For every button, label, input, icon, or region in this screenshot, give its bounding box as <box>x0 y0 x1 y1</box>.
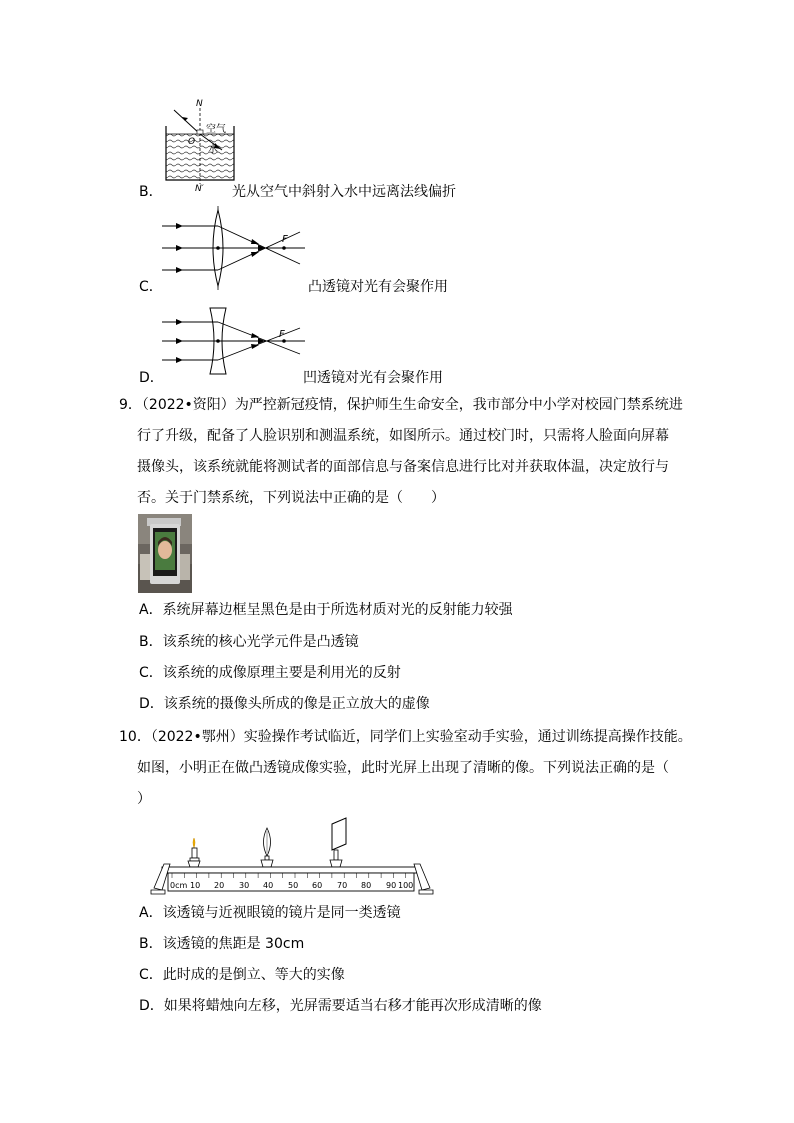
option-b[interactable] <box>139 934 304 954</box>
option-text: 系统屏幕边框呈黑色是由于所选材质对光的反射能力较强 <box>162 602 513 618</box>
refraction-diagram <box>160 96 240 192</box>
option-text: 光从空气中斜射入水中远离法线偏折 <box>232 184 456 200</box>
focus-label: F <box>279 329 285 340</box>
option-text: 该透镜与近视眼镜的镜片是同一类透镜 <box>162 905 401 921</box>
question-number: 9． <box>119 397 142 413</box>
convex-lens <box>264 828 271 860</box>
origin-label: O <box>188 137 196 147</box>
option-letter: A． <box>139 905 163 921</box>
option-c[interactable] <box>139 965 345 985</box>
ruler-label: 100 <box>398 881 414 890</box>
concave-lens-diagram <box>160 306 310 376</box>
question-stem-line: 否。关于门禁系统，下列说法中正确的是（ ） <box>137 490 445 506</box>
option-text: 凹透镜对光有会聚作用 <box>303 370 443 386</box>
question-stem-line: 摄像头，该系统就能将测试者的面部信息与备案信息进行比对并获取体温，决定放行与 <box>137 459 669 475</box>
convex-lens-diagram <box>160 206 310 290</box>
option-b[interactable] <box>139 632 359 652</box>
option-a[interactable] <box>139 600 513 620</box>
option-text: 该透镜的焦距是 30cm <box>162 936 305 952</box>
question-source: （2022•鄂州） <box>150 729 244 745</box>
question-stem-line <box>119 395 683 415</box>
option-letter: B． <box>139 634 163 650</box>
air-label: 空气 <box>206 124 226 135</box>
option-letter: B． <box>139 184 163 200</box>
option-text: 此时成的是倒立、等大的实像 <box>162 967 345 983</box>
candle <box>190 838 199 861</box>
option-text: 该系统的核心光学元件是凸透镜 <box>162 634 359 650</box>
ruler-label: 10 <box>190 881 201 890</box>
focus-label: F <box>282 234 288 245</box>
option-letter: D． <box>139 370 164 386</box>
light-screen <box>332 818 346 860</box>
ruler-label: 0cm <box>170 881 188 890</box>
water-label: 水 <box>208 144 218 155</box>
normal-bottom-label: N′ <box>195 184 204 192</box>
option-a[interactable] <box>139 903 401 923</box>
option-d[interactable] <box>139 996 542 1016</box>
ruler-label: 50 <box>288 881 299 890</box>
question-text: 实验操作考试临近，同学们上实验室动手实验，通过训练提高操作技能。 <box>243 729 692 745</box>
ruler-label: 40 <box>263 881 274 890</box>
option-text: 凸透镜对光有会聚作用 <box>308 279 448 295</box>
option-letter: B． <box>139 936 163 952</box>
question-source: （2022•资阳） <box>141 397 235 413</box>
question-number: 10． <box>119 729 151 745</box>
question-stem-line <box>119 727 692 747</box>
ruler-label: 90 <box>386 881 397 890</box>
option-text: 该系统的摄像头所成的像是正立放大的虚像 <box>163 696 430 712</box>
option-text: 如果将蜡烛向左移，光屏需要适当右移才能再次形成清晰的像 <box>163 998 542 1014</box>
ruler-label: 20 <box>214 881 225 890</box>
ruler-label: 30 <box>239 881 250 890</box>
option-letter: A． <box>139 602 163 618</box>
question-stem-line: 如图，小明正在做凸透镜成像实验，此时光屏上出现了清晰的像。下列说法正确的是（ <box>137 760 669 776</box>
option-letter: C． <box>139 967 163 983</box>
option-letter: C． <box>139 665 163 681</box>
option-letter: D． <box>139 998 164 1014</box>
ruler-label: 70 <box>337 881 348 890</box>
option-d[interactable] <box>139 694 430 714</box>
question-stem-line: 行了升级，配备了人脸识别和测温系统，如图所示。通过校门时，只需将人脸面向屏幕 <box>137 428 669 444</box>
optical-bench-diagram <box>148 814 436 896</box>
face-recognition-device-photo <box>138 514 192 593</box>
option-text: 该系统的成像原理主要是利用光的反射 <box>162 665 401 681</box>
ruler-label: 80 <box>361 881 372 890</box>
question-stem-line: ） <box>137 791 151 807</box>
option-letter: D． <box>139 696 164 712</box>
ruler-label: 60 <box>312 881 323 890</box>
option-letter: C． <box>139 279 163 295</box>
normal-top-label: N <box>196 99 203 109</box>
question-text: 为严控新冠疫情，保护师生生命安全，我市部分中小学对校园门禁系统进 <box>234 397 683 413</box>
option-c[interactable] <box>139 663 401 683</box>
